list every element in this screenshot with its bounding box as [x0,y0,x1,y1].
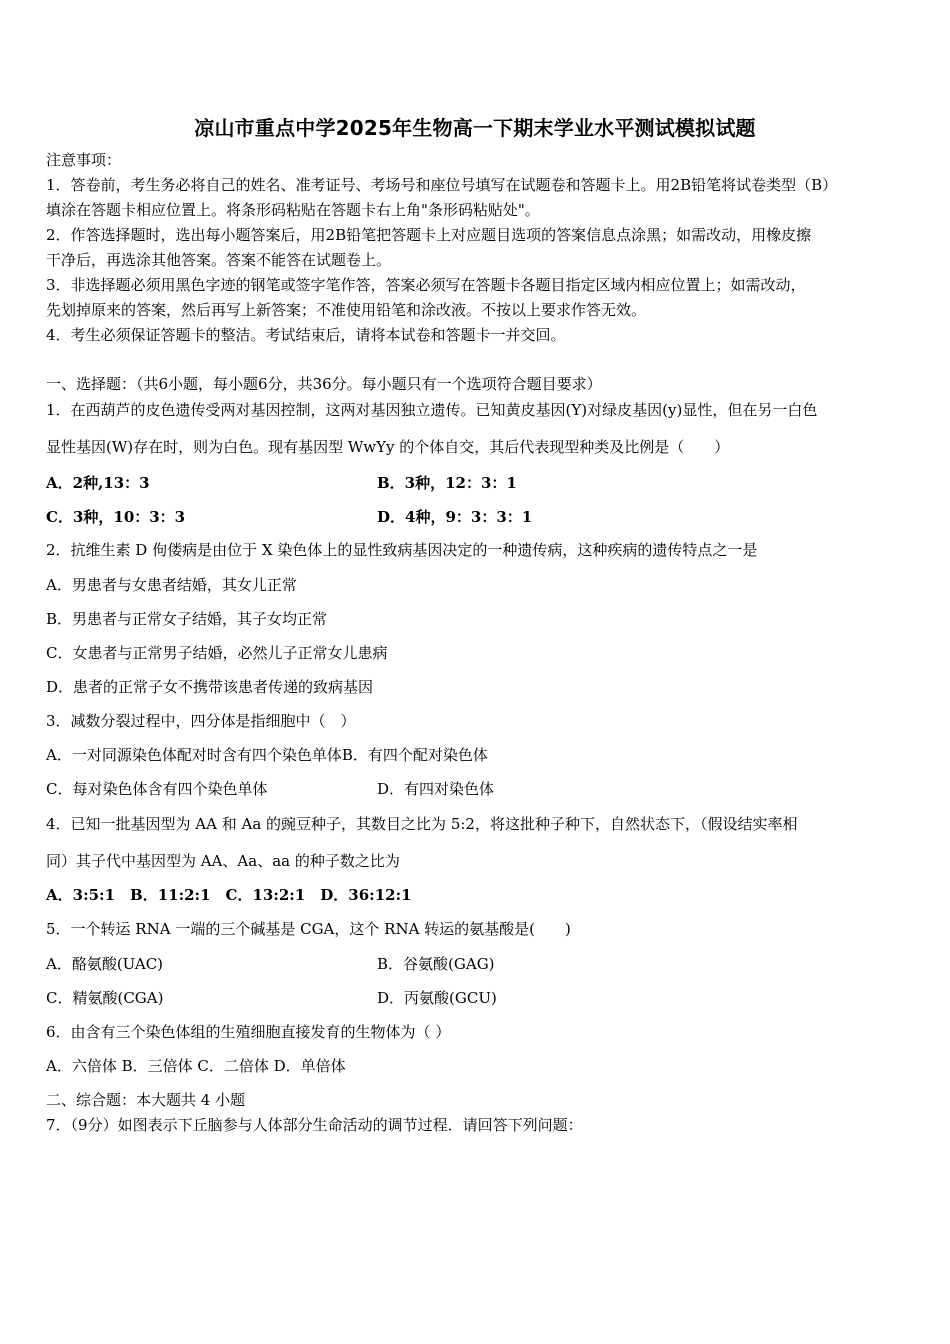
q1-stem-line1: 1．在西葫芦的皮色遗传受两对基因控制，这两对基因独立遗传。已知黄皮基因(Y)对绿皮基因(y)显性，但在另一白色 [46,401,818,419]
q1-option-a: A．2种,13：3 [46,474,150,492]
q7-stem: 7．（9分）如图表示下丘脑参与人体部分生命活动的调节过程．请回答下列问题： [46,1116,583,1134]
notice-line: 1．答卷前，考生务必将自己的姓名、准考证号、考场号和座位号填写在试题卷和答题卡上。用2B铅笔将试卷类型（B） [46,176,838,194]
q6-stem: 6．由含有三个染色体组的生殖细胞直接发育的生物体为（ ） [46,1023,451,1041]
q3-option-d: D．有四对染色体 [377,780,495,798]
q5-option-d: D．丙氨酸(GCU) [377,989,497,1007]
q5-option-b: B．谷氨酸(GAG) [377,955,495,973]
q3-option-ab: A．一对同源染色体配对时含有四个染色单体B．有四个配对染色体 [46,746,488,764]
q4-stem-line2: 同）其子代中基因型为 AA、Aa、aa 的种子数之比为 [46,852,400,870]
q3-stem: 3．减数分裂过程中，四分体是指细胞中（ ） [46,712,356,730]
notice-line: 干净后，再选涂其他答案。答案不能答在试题卷上。 [46,251,392,269]
q1-option-c: C．3种，10：3：3 [46,508,186,526]
q2-option-c: C．女患者与正常男子结婚，必然儿子正常女儿患病 [46,644,388,662]
notice-heading: 注意事项： [46,151,122,169]
section1-heading: 一、选择题：（共6小题，每小题6分，共36分。每小题只有一个选项符合题目要求） [46,375,602,393]
q2-option-a: A．男患者与女患者结婚，其女儿正常 [46,576,297,594]
q4-stem-line1: 4．已知一批基因型为 AA 和 Aa 的豌豆种子，其数目之比为 5:2，将这批种子种下，自然状态下，（假设结实率相 [46,815,798,833]
page-title: 凉山市重点中学2025年生物高一下期末学业水平测试模拟试题 [194,116,756,140]
notice-line: 填涂在答题卡相应位置上。将条形码粘贴在答题卡右上角"条形码粘贴处"。 [46,201,540,219]
q2-option-b: B．男患者与正常女子结婚，其子女均正常 [46,610,328,628]
notice-line: 先划掉原来的答案，然后再写上新答案；不准使用铅笔和涂改液。不按以上要求作答无效。 [46,301,647,319]
q2-stem: 2．抗维生素 D 佝偻病是由位于 X 染色体上的显性致病基因决定的一种遗传病，这种疾病的遗传特点之一是 [46,541,758,559]
q1-option-b: B．3种，12：3：1 [377,474,517,492]
q5-stem: 5．一个转运 RNA 一端的三个碱基是 CGA，这个 RNA 转运的氨基酸是( ) [46,920,571,938]
q2-option-d: D．患者的正常子女不携带该患者传递的致病基因 [46,678,374,696]
notice-line: 4．考生必须保证答题卡的整洁。考试结束后，请将本试卷和答题卡一并交回。 [46,326,566,344]
section2-heading: 二、综合题：本大题共 4 小题 [46,1091,246,1109]
q3-option-c: C．每对染色体含有四个染色单体 [46,780,268,798]
q4-options: A．3:5:1 B．11:2:1 C．13:2:1 D．36:12:1 [46,886,412,904]
notice-line: 2．作答选择题时，选出每小题答案后，用2B铅笔把答题卡上对应题目选项的答案信息点涂黑；如需改动，用橡皮擦 [46,226,812,244]
q5-option-c: C．精氨酸(CGA) [46,989,164,1007]
q1-stem-line2: 显性基因(W)存在时，则为白色。现有基因型 WwYy 的个体自交，其后代表现型种类及比例是（ ） [46,438,730,456]
q6-options: A．六倍体 B．三倍体 C．二倍体 D．单倍体 [46,1057,346,1075]
q5-option-a: A．酪氨酸(UAC) [46,955,164,973]
notice-line: 3．非选择题必须用黑色字迹的钢笔或签字笔作答，答案必须写在答题卡各题目指定区域内相应位置上；如需改动， [46,276,806,294]
q1-option-d: D．4种，9：3：3：1 [377,508,533,526]
